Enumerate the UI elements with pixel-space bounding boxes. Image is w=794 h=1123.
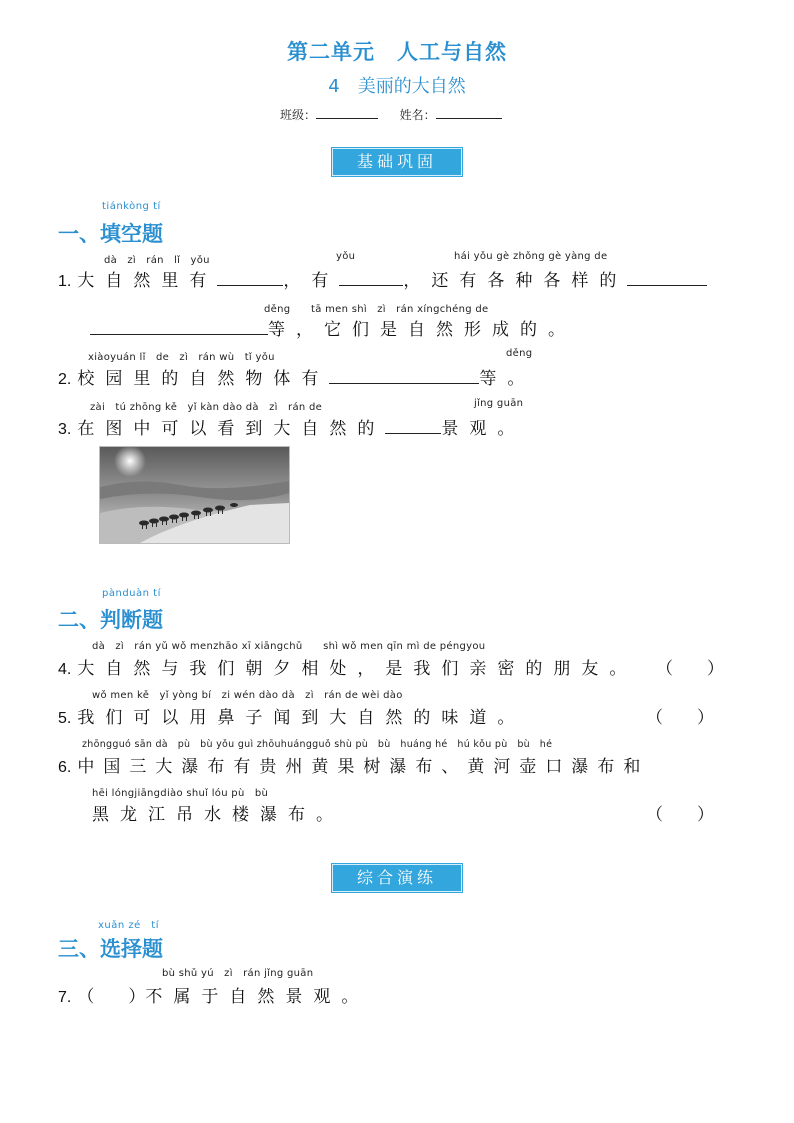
q1-text-c: ，还有各种各样的 [403,271,628,291]
class-label: 班级： [280,108,317,122]
q1-text-d: 等，它们是自然形成的。 [268,320,576,340]
q1-pinyin: dà zì rán lǐ yǒu [104,255,210,266]
student-info-row [280,106,502,123]
q1-blank-4[interactable] [90,318,268,335]
lesson-title: 4 美丽的大自然 [328,76,466,97]
q3-pinyin-b: jǐng guān [474,398,524,409]
name-field[interactable] [436,106,502,119]
q3-text-b: 景观。 [441,419,526,439]
desert-camel-photo [99,446,290,544]
q1-text-a: 大自然里有 [77,271,218,291]
q5-answer-paren[interactable]: （ ） [646,708,714,728]
q4-text: 大自然与我们朝夕相处，是我们亲密的朋友。 [77,659,638,679]
question-2 [58,364,535,389]
q6-text-a: 中国三大瀑布有贵州黄果树瀑布、黄河壶口瀑布和 [77,757,650,777]
q6-answer-paren[interactable]: （ ） [646,805,714,825]
question-1-line-1 [58,266,707,291]
choice-section-pinyin: xuǎn zé tí [98,920,160,931]
q1-text-b: ，有 [283,271,340,291]
q6-text-b: 黑龙江吊水楼瀑布。 [92,805,344,825]
question-4 [58,654,637,679]
q1-pinyin-b: yǒu [336,251,356,262]
q5-pinyin: wǒ men kě yǐ yòng bí zi wén dào dà zì rán de wèi dào [92,690,403,701]
q7-answer-paren[interactable]: （ ） [77,987,146,1007]
q1-blank-3[interactable] [627,269,707,286]
q6-pinyin: zhōngguó sān dà pù bù yǒu guì zhōuhuángguǒ shù pù bù huáng hé hú kǒu pù bù hé [82,739,553,750]
q2-text-b: 等。 [479,369,536,389]
q2-pinyin-b: děng [506,348,533,359]
q3-blank[interactable] [385,417,441,434]
q7-pinyin: bù shǔ yú zì rán jǐng guān [162,968,314,979]
q5-number: 5. [58,710,72,727]
question-6-line-2 [92,800,344,825]
q1-number: 1. [58,273,72,290]
judge-section-heading: 二、判断题 [58,608,163,632]
judge-section-pinyin: pànduàn tí [102,588,161,599]
unit-title: 第二单元 人工与自然 [287,40,507,64]
q1-blank-1[interactable] [217,269,283,286]
question-6-line-1 [58,752,649,777]
q1-pinyin-c: hái yǒu gè zhǒng gè yàng de [454,251,608,262]
q7-number: 7. [58,989,72,1006]
q7-text: 不属于自然景观。 [145,987,370,1007]
q6-pinyin-2: hēi lóngjiāngdiào shuǐ lóu pù bù [92,788,269,799]
comprehensive-section-badge: 综合演练 [332,864,462,892]
fill-section-heading: 一、填空题 [58,222,163,246]
q3-text-a: 在图中可以看到大自然的 [77,419,386,439]
q2-pinyin: xiàoyuán lǐ de zì rán wù tǐ yǒu [88,352,275,363]
question-7 [58,982,369,1007]
q6-number: 6. [58,759,72,776]
choice-section-heading: 三、选择题 [58,937,163,961]
class-field[interactable] [316,106,378,119]
question-3 [58,414,525,439]
name-label: 姓名： [399,108,436,122]
q1-pinyin-2: děng tā men shì zì rán xíngchéng de [264,304,489,315]
q4-number: 4. [58,661,72,678]
question-5 [58,703,525,728]
q3-number: 3. [58,421,72,438]
fill-section-pinyin: tiánkòng tí [102,201,161,212]
q3-pinyin: zài tú zhōng kě yǐ kàn dào dà zì rán de [90,402,323,413]
q2-text-a: 校园里的自然物体有 [77,369,330,389]
question-1-line-2 [90,315,576,340]
q2-blank[interactable] [329,367,479,384]
q5-text: 我们可以用鼻子闻到大自然的味道。 [77,708,526,728]
q4-pinyin: dà zì rán yǔ wǒ menzhāo xī xiāngchǔ shì wǒ men qīn mì de péngyou [92,641,486,652]
q2-number: 2. [58,371,72,388]
basic-section-badge: 基础巩固 [332,148,462,176]
q1-blank-2[interactable] [339,269,403,286]
q4-answer-paren[interactable]: （ ） [656,659,724,679]
